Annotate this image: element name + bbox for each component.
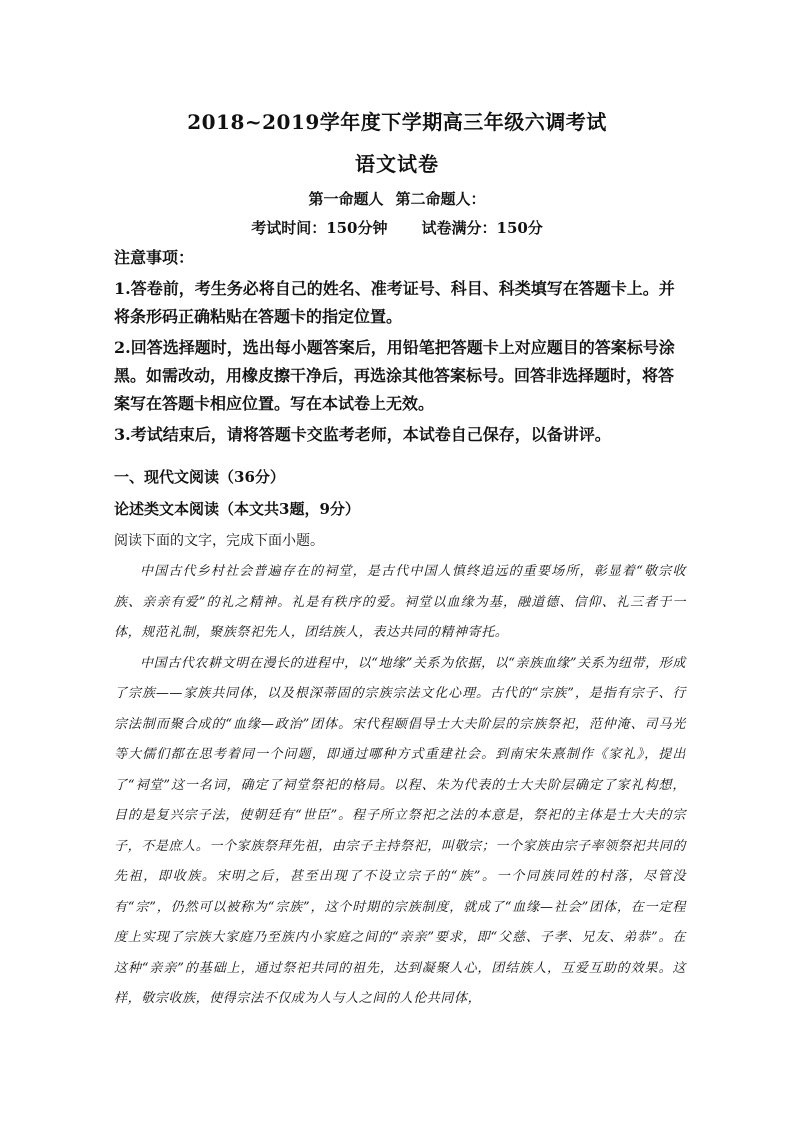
second-setter: 第二命题人： — [395, 190, 486, 208]
note-item-1: 1.答卷前，考生务必将自己的姓名、准考证号、科目、科类填写在答题卡上。并将条形码正确粘贴在答题卡的指定位置。 — [114, 279, 675, 326]
exam-title: 2018~2019学年度下学期高三年级六调考试 — [187, 110, 607, 134]
passage-paragraph-1: 中国古代乡村社会普遍存在的祠堂，是古代中国人慎终追远的重要场所，彰显着“敬宗收族、亲亲有爱”的礼之精神。礼是有秩序的爱。祠堂以血缘为基，融道德、信仰、礼三者于一体，规范礼制，聚族祭祀先人，团结族人，表达共同的精神寄托。 — [114, 564, 686, 640]
passage-paragraph-2: 中国古代农耕文明在漫长的进程中，以“地缘”关系为依据，以“亲族血缘”关系为纽带，形成了宗族——家族共同体，以及根深蒂固的宗族宗法文化心理。古代的“宗族”，是指有宗子、行宗法制而聚合成的“血缘—政治”团体。宋代程颐倡导士大夫阶层的宗族祭祀，范仲淹、司马光等大儒们都在思考着同一个问题，即通过哪种方式重建社会。到南宋朱熹制作《家礼》，提出了“祠堂”这一名词，确定了祠堂祭祀的格局。以程、朱为代表的士大夫阶层确定了家礼构想，目的是复兴宗子法，使朝廷有“世臣”。程子所立祭祀之法的本意是，祭祀的主体是士大夫的宗子，不是庶人。一个家族祭拜先祖，由宗子主持祭祀，叫敬宗；一个家族由宗子率领祭祀共同的先祖，即收族。宋明之后，甚至出现了不设立宗子的“族”。一个同族同姓的村落，尽管没有“宗”，仍然可以被称为“宗族”，这个时期的宗族制度，就成了“血缘—社会”团体，在一定程度上实现了宗族大家庭乃至族内小家庭之间的“亲亲”要求，即“父慈、子孝、兄友、弟恭”。在这种“亲亲”的基础上，通过祭祀共同的祖先，达到凝聚人心，团结族人，互爱互助的效果。这样，敬宗收族，使得宗法不仅成为人与人之间的人伦共同体， — [114, 655, 686, 1006]
reading-passage — [114, 557, 686, 1015]
notes-section — [114, 244, 686, 449]
exam-subject: 语文试卷 — [355, 152, 439, 176]
full-score: 试卷满分：150分 — [421, 219, 543, 237]
note-item-3: 3.考试结束后，请将答题卡交监考老师，本试卷自己保存，以备讲评。 — [114, 425, 611, 444]
first-setter: 第一命题人 — [308, 190, 384, 208]
exam-time: 考试时间：150分钟 — [251, 219, 388, 237]
section-subheading-argumentative: 论述类文本阅读（本文共3题，9分） — [114, 500, 360, 518]
section-heading-modern-reading: 一、现代文阅读（36分） — [114, 468, 285, 486]
question-setters — [0, 188, 794, 209]
notes-heading: 注意事项： — [114, 248, 195, 267]
reading-instruction: 阅读下面的文字，完成下面小题。 — [114, 533, 324, 549]
note-item-2: 2.回答选择题时，选出每小题答案后，用铅笔把答题卡上对应题目的答案标号涂黑。如需改动，用橡皮擦干净后，再选涂其他答案标号。回答非选择题时，将答案写在答题卡相应位置。写在本试卷上无效。 — [114, 338, 675, 413]
exam-info — [0, 217, 794, 238]
